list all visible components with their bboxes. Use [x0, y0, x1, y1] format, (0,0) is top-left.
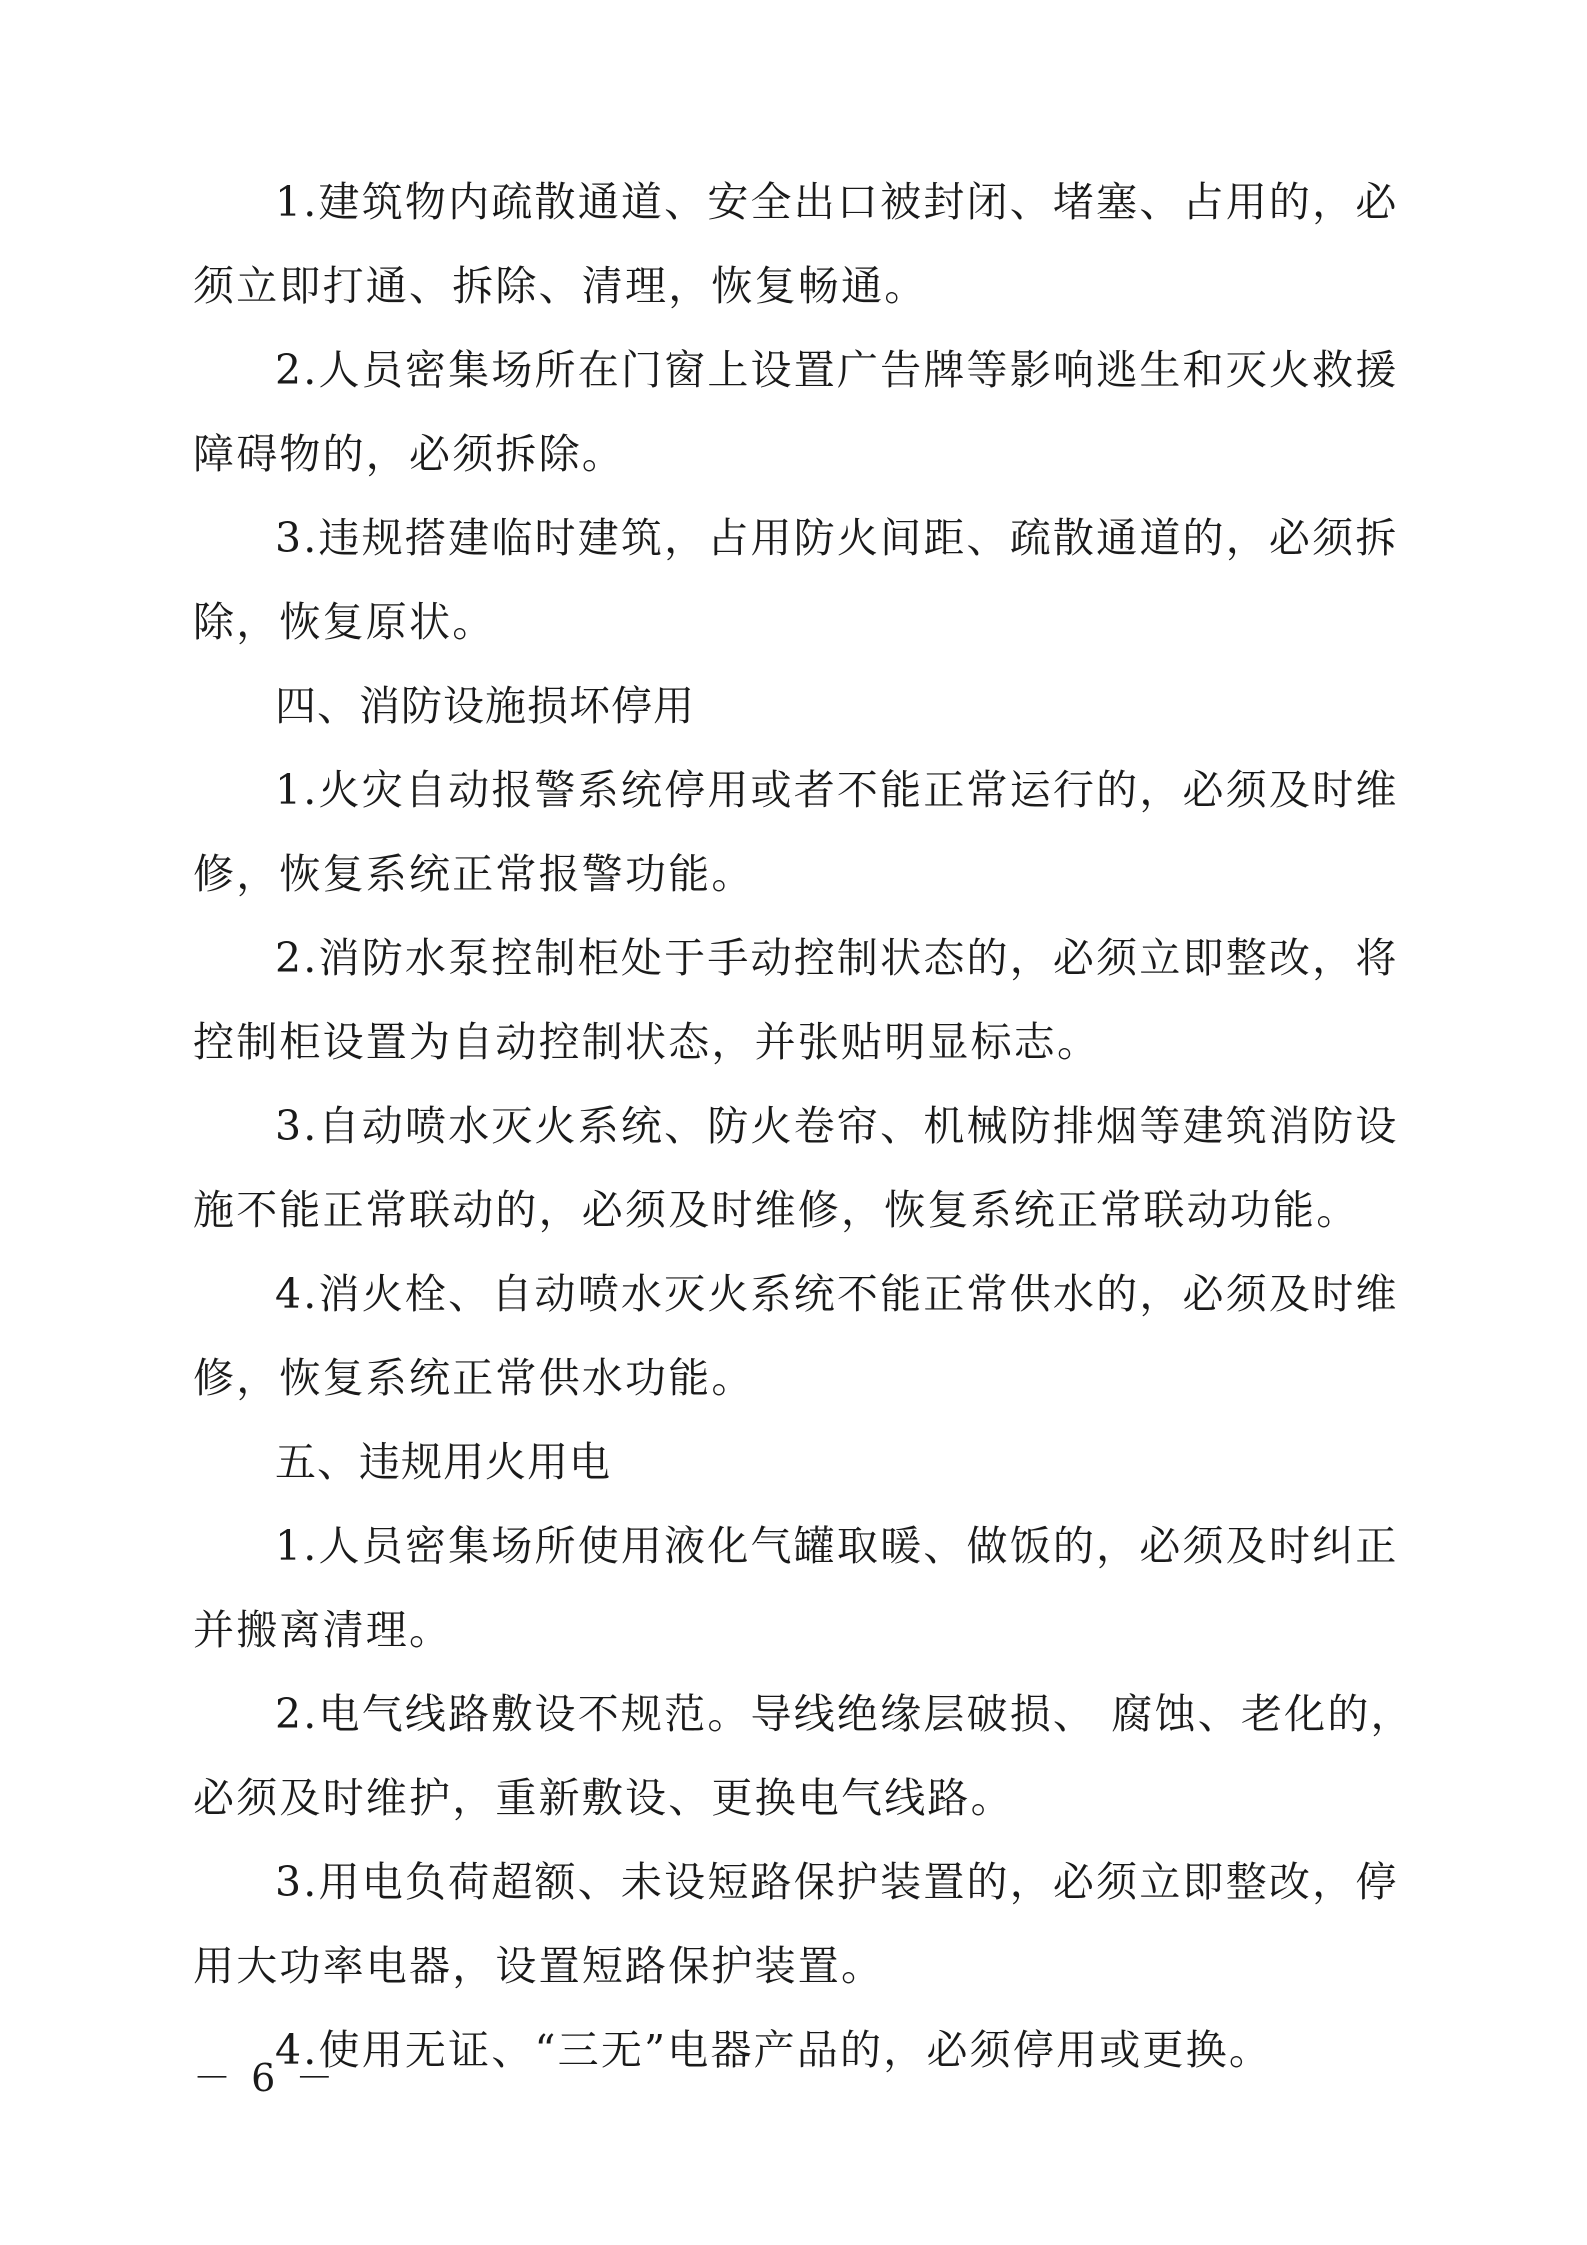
text-line: 修，恢复系统正常供水功能。 [193, 1354, 755, 1402]
text-line: 1.建筑物内疏散通道、安全出口被封闭、堵塞、占用的，必 [275, 178, 1399, 226]
section-heading: 四、消防设施损坏停用 [275, 682, 695, 730]
text-line: 除，恢复原状。 [193, 598, 496, 646]
text-line: 1.火灾自动报警系统停用或者不能正常运行的，必须及时维 [275, 766, 1399, 814]
text-line: 3.用电负荷超额、未设短路保护装置的，必须立即整改，停 [275, 1858, 1399, 1906]
page-number: － 6 － [193, 2056, 338, 2100]
text-line: 修，恢复系统正常报警功能。 [193, 850, 755, 898]
text-line: 4.消火栓、自动喷水灭火系统不能正常供水的，必须及时维 [275, 1270, 1399, 1318]
text-line: 控制柜设置为自动控制状态，并张贴明显标志。 [193, 1018, 1101, 1066]
text-line: 必须及时维护，重新敷设、更换电气线路。 [193, 1774, 1014, 1822]
text-line: 4.使用无证、“三无”电器产品的，必须停用或更换。 [275, 2026, 1273, 2074]
document-body [193, 160, 1414, 2092]
section-heading: 五、违规用火用电 [275, 1438, 611, 1486]
text-line: 1.人员密集场所使用液化气罐取暖、做饭的，必须及时纠正 [275, 1522, 1399, 1570]
text-line: 3.自动喷水灭火系统、防火卷帘、机械防排烟等建筑消防设 [275, 1102, 1399, 1150]
text-line: 用大功率电器，设置短路保护装置。 [193, 1942, 885, 1990]
text-line: 3.违规搭建临时建筑，占用防火间距、疏散通道的，必须拆 [275, 514, 1399, 562]
text-line: 须立即打通、拆除、清理，恢复畅通。 [193, 262, 928, 310]
text-line: 并搬离清理。 [193, 1606, 453, 1654]
text-line: 2.电气线路敷设不规范。导线绝缘层破损、 腐蚀、老化的， [275, 1690, 1414, 1738]
text-line: 施不能正常联动的，必须及时维修，恢复系统正常联动功能。 [193, 1186, 1360, 1234]
text-line: 2.人员密集场所在门窗上设置广告牌等影响逃生和灭火救援 [275, 346, 1399, 394]
text-line: 2.消防水泵控制柜处于手动控制状态的，必须立即整改，将 [275, 934, 1399, 982]
text-line: 障碍物的，必须拆除。 [193, 430, 625, 478]
